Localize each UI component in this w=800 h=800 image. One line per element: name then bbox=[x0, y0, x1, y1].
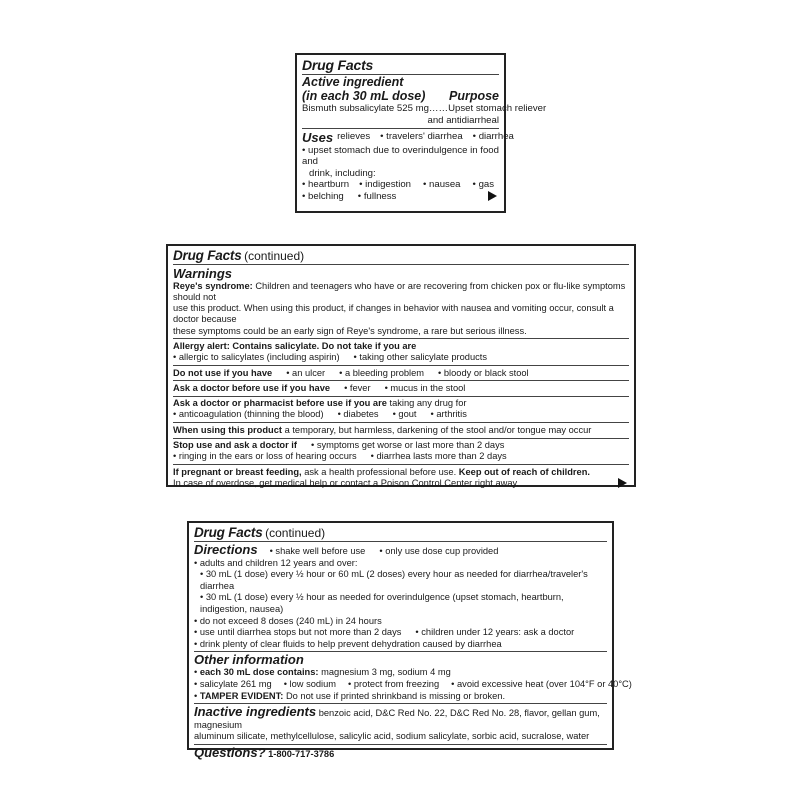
other-info-item bbox=[194, 691, 607, 703]
use-fullness: • fullness bbox=[358, 191, 397, 203]
stop-use-row2 bbox=[173, 451, 629, 462]
use-upset-stomach: • upset stomach due to overindulgence in food and bbox=[302, 145, 499, 168]
ask-pharmacist-label: Ask a doctor or pharmacist before use if you are bbox=[173, 398, 387, 409]
purpose-text: Upset stomach reliever bbox=[448, 103, 547, 114]
reyes-text1: Children and teenagers who have or are recovering from chicken pox or flu-like symptoms should not bbox=[173, 280, 626, 302]
directions-row1 bbox=[194, 543, 607, 558]
ask-pharmacist-item: • gout bbox=[393, 409, 417, 420]
uses-intro: relieves bbox=[337, 131, 371, 143]
other-info-item: • avoid excessive heat (over 104°F or 40°C) bbox=[451, 679, 632, 691]
purpose-heading: Purpose bbox=[448, 88, 499, 103]
direction-item: • children under 12 years: ask a doctor bbox=[415, 627, 574, 639]
uses-heading: Uses bbox=[302, 130, 334, 146]
ask-pharmacist-items bbox=[173, 409, 629, 420]
questions-heading: Questions? bbox=[194, 744, 266, 760]
pregnant-label: If pregnant or breast feeding, bbox=[173, 466, 302, 477]
allergy-item: • allergic to salicylates (including aspirin) bbox=[173, 352, 340, 363]
drug-facts-panel-3 bbox=[187, 521, 632, 760]
inactive-heading: Inactive ingredients bbox=[194, 704, 317, 720]
other-info-item: • salicylate 261 mg bbox=[194, 679, 272, 691]
ask-pharmacist-item: • anticoagulation (thinning the blood) bbox=[173, 409, 324, 420]
ask-pharmacist-item: • diabetes bbox=[338, 409, 379, 420]
each-dose-text: magnesium 3 mg, sodium 4 mg bbox=[321, 667, 451, 678]
uses-row5 bbox=[302, 191, 499, 203]
do-not-use-item: • an ulcer bbox=[286, 368, 325, 379]
inactive-ingredients-section bbox=[194, 703, 607, 744]
direction-subitem: • 30 mL (1 dose) every ½ hour as needed for overindulgence (upset stomach, heartburn, indigestion, nausea) bbox=[194, 592, 607, 615]
direction-item: • do not exceed 8 doses (240 mL) in 24 hours bbox=[194, 616, 607, 628]
panel2-title-row bbox=[173, 248, 629, 265]
directions-row-use-until bbox=[194, 627, 607, 639]
warnings-section bbox=[173, 265, 629, 338]
direction-item: • shake well before use bbox=[270, 546, 366, 558]
do-not-use-label: Do not use if you have bbox=[173, 367, 273, 378]
ask-doctor-item: • mucus in the stool bbox=[385, 383, 466, 394]
other-info-item: • protect from freezing bbox=[348, 679, 439, 691]
continue-arrow-icon bbox=[618, 478, 627, 488]
reyes-line2: use this product. When using this product, if changes in behavior with nausea and vomiting occur, consult a doctor because bbox=[173, 303, 614, 325]
stop-use-item: • symptoms get worse or last more than 2 days bbox=[311, 440, 504, 451]
purpose-text-line2: and antidiarrheal bbox=[427, 114, 499, 126]
panel3-title-suffix: (continued) bbox=[265, 526, 326, 540]
other-info-section bbox=[194, 651, 632, 703]
active-ingredient-section bbox=[302, 75, 547, 129]
ask-doctor-label: Ask a doctor before use if you have bbox=[173, 382, 331, 393]
allergy-item: • taking other salicylate products bbox=[354, 352, 488, 363]
ingredient-row bbox=[302, 103, 547, 115]
uses-section bbox=[302, 129, 514, 203]
directions-heading: Directions bbox=[194, 542, 258, 557]
active-ingredient-dose-heading: (in each 30 mL dose) bbox=[302, 88, 426, 103]
panel3-title: Drug Facts bbox=[194, 525, 263, 540]
continue-arrow-icon bbox=[488, 191, 497, 201]
ask-pharmacist-text: taking any drug for bbox=[389, 398, 467, 409]
use-belching: • belching bbox=[302, 191, 344, 203]
each-dose-label: each 30 mL dose contains: bbox=[199, 667, 319, 678]
drug-facts-panel-2 bbox=[166, 244, 636, 487]
other-info-item bbox=[194, 667, 607, 679]
ask-pharmacist-section bbox=[173, 396, 629, 423]
ask-pharmacist-item: • arthritis bbox=[431, 409, 467, 420]
inactive-line2: aluminum silicate, methylcellulose, salicylic acid, sodium salicylate, sorbic acid, sucralose, water bbox=[194, 731, 590, 742]
reyes-line1 bbox=[173, 281, 629, 304]
allergy-label: Allergy alert: Contains salicylate. Do not take if you are bbox=[173, 340, 417, 351]
use-travelers-diarrhea: • travelers' diarrhea bbox=[380, 131, 463, 145]
use-heartburn: • heartburn bbox=[302, 179, 349, 191]
use-indigestion: • indigestion bbox=[359, 179, 411, 191]
direction-item: • only use dose cup provided bbox=[379, 546, 498, 558]
panel3-title-row bbox=[194, 525, 607, 542]
other-info-heading: Other information bbox=[194, 652, 304, 668]
ingredient-name: Bismuth subsalicylate 525 mg bbox=[302, 103, 429, 114]
when-using-section bbox=[173, 422, 629, 437]
active-ingredient-heading-row2 bbox=[302, 90, 499, 104]
overdose-text: In case of overdose, get medical help or contact a Poison Control Center right away. bbox=[173, 477, 520, 488]
use-nausea: • nausea bbox=[423, 179, 461, 191]
pregnancy-line bbox=[173, 467, 629, 478]
allergy-items bbox=[173, 352, 629, 363]
pregnant-text: ask a health professional before use. bbox=[304, 466, 457, 477]
drug-facts-panel-1 bbox=[295, 53, 547, 213]
pregnancy-section bbox=[173, 464, 629, 491]
direction-item: • adults and children 12 years and over: bbox=[194, 558, 607, 570]
when-using-label: When using this product bbox=[173, 424, 282, 435]
ask-pharmacist-line bbox=[173, 398, 629, 409]
direction-item: • drink plenty of clear fluids to help prevent dehydration caused by diarrhea bbox=[194, 639, 607, 651]
other-info-item: • low sodium bbox=[284, 679, 336, 691]
other-info-row2 bbox=[194, 678, 632, 691]
stop-use-section bbox=[173, 438, 629, 465]
active-ingredient-heading: Active ingredient bbox=[302, 75, 404, 89]
directions-section bbox=[194, 542, 607, 651]
leader-dots: …… bbox=[428, 103, 449, 114]
tamper-label: TAMPER EVIDENT: bbox=[199, 690, 284, 701]
tamper-text: Do not use if printed shrinkband is missing or broken. bbox=[285, 690, 506, 701]
questions-section bbox=[194, 744, 607, 762]
do-not-use-section bbox=[173, 365, 629, 380]
reyes-line3: these symptoms could be an early sign of Reye's syndrome, a rare but serious illness. bbox=[173, 325, 527, 336]
when-using-text: a temporary, but harmless, darkening of the stool and/or tongue may occur bbox=[284, 424, 592, 435]
direction-item: • use until diarrhea stops but not more than 2 days bbox=[194, 627, 401, 639]
inactive-line1 bbox=[194, 705, 607, 731]
do-not-use-item: • bloody or black stool bbox=[438, 368, 529, 379]
keep-out-label: Keep out of reach of children. bbox=[458, 466, 590, 477]
inactive-text1: benzoic acid, D&C Red No. 22, D&C Red No. 28, flavor, gellan gum, magnesium bbox=[194, 708, 600, 730]
use-gas: • gas bbox=[473, 179, 495, 191]
use-diarrhea: • diarrhea bbox=[473, 131, 514, 145]
direction-subitem: • 30 mL (1 dose) every ½ hour or 60 mL (2 doses) every hour as needed for diarrhea/traveler's diarrhea bbox=[194, 569, 607, 592]
panel2-title: Drug Facts bbox=[173, 248, 242, 263]
uses-row1 bbox=[302, 130, 514, 146]
uses-row4 bbox=[302, 179, 499, 191]
stop-use-label: Stop use and ask a doctor if bbox=[173, 440, 297, 451]
panel2-title-suffix: (continued) bbox=[244, 249, 305, 263]
reyes-label: Reye's syndrome: bbox=[173, 280, 253, 291]
stop-use-item: • ringing in the ears or loss of hearing occurs bbox=[173, 451, 357, 462]
questions-phone: 1-800-717-3786 bbox=[268, 748, 335, 759]
ask-doctor-item: • fever bbox=[344, 383, 371, 394]
warnings-heading: Warnings bbox=[173, 265, 232, 281]
ask-doctor-section bbox=[173, 380, 629, 395]
stop-use-item: • diarrhea lasts more than 2 days bbox=[371, 451, 507, 462]
stop-use-row1 bbox=[173, 440, 629, 451]
allergy-section bbox=[173, 338, 629, 365]
panel1-title-row bbox=[302, 57, 499, 75]
do-not-use-item: • a bleeding problem bbox=[339, 368, 424, 379]
use-upset-stomach-cont: drink, including: bbox=[309, 167, 376, 179]
panel1-title: Drug Facts bbox=[302, 57, 374, 73]
